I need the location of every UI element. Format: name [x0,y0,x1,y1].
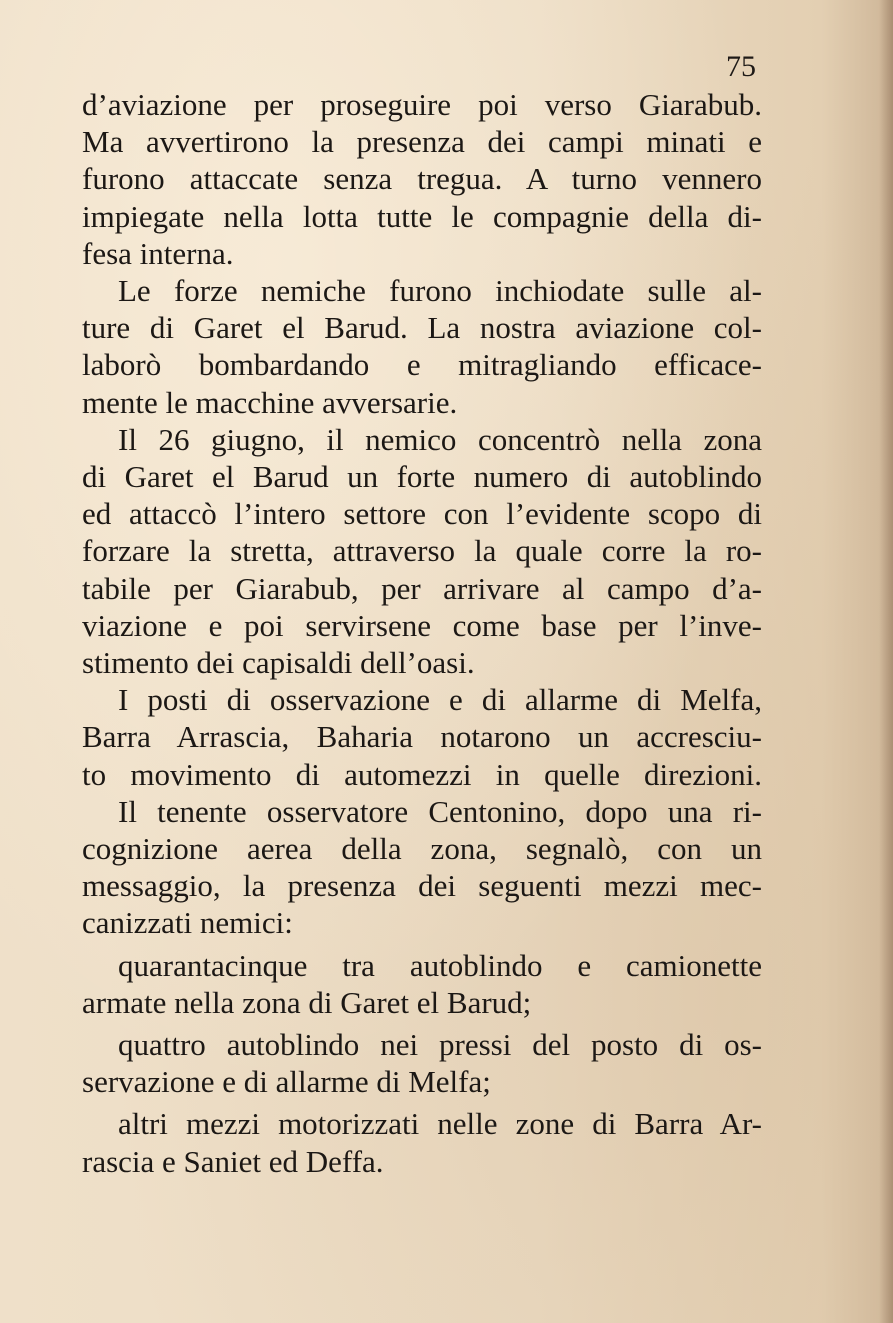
text-line: Le forze nemiche furono inchiodate sulle al- [118,273,762,309]
paragraph [82,86,762,272]
paragraph [82,421,762,681]
text-line: tabile per Giarabub, per arrivare al campo d’a- [82,570,762,606]
list-item [82,947,762,1021]
paragraph [82,272,762,421]
text-line: forzare la stretta, attraverso la quale corre la ro- [82,533,762,569]
text-line: d’aviazione per proseguire poi verso Giarabub. [82,87,762,122]
text-line: Il 26 giugno, il nemico concentrò nella zona [118,421,762,457]
page-edge-shadow [879,0,893,1323]
list-item [82,1026,762,1100]
list-item [82,1105,762,1179]
text-line: laborò bombardando e mitragliando efficace- [82,347,762,383]
text-line: mente le macchine avversarie. [82,384,458,420]
text-line: fesa interna. [82,235,234,271]
text-line: rascia e Saniet ed Deffa. [82,1143,384,1179]
page-number: 75 [726,50,756,83]
text-line: stimento dei capisaldi dell’oasi. [82,645,475,681]
text-line: ed attaccò l’intero settore con l’evidente scopo di [82,496,762,532]
paragraph [82,681,762,793]
text-line: viazione e poi servirsene come base per l’inve- [82,607,762,643]
text-line: servazione e di allarme di Melfa; [82,1064,491,1100]
body-text [82,86,762,1180]
text-line: cognizione aerea della zona, segnalò, con un [82,831,762,867]
paragraph [82,793,762,942]
text-line: canizzati nemici: [82,905,293,941]
text-line: ture di Garet el Barud. La nostra aviazione col- [82,310,762,346]
text-line: di Garet el Barud un forte numero di autoblindo [82,459,762,495]
text-line: Il tenente osservatore Centonino, dopo una ri- [118,793,762,829]
text-line: quarantacinque tra autoblindo e camionette [118,947,762,983]
text-line: furono attaccate senza tregua. A turno vennero [82,161,762,197]
text-line: altri mezzi motorizzati nelle zone di Barra Ar- [118,1106,762,1142]
text-line: impiegate nella lotta tutte le compagnie della di- [82,198,762,234]
text-line: armate nella zona di Garet el Barud; [82,984,532,1020]
text-line: I posti di osservazione e di allarme di Melfa, [118,682,762,718]
text-line: messaggio, la presenza dei seguenti mezzi mec- [82,868,762,904]
text-line: Ma avvertirono la presenza dei campi minati e [82,124,762,160]
text-line: Barra Arrascia, Baharia notarono un accresciu- [82,719,762,755]
text-line: to movimento di automezzi in quelle direzioni. [82,756,762,792]
text-line: quattro autoblindo nei pressi del posto di os- [118,1027,762,1063]
